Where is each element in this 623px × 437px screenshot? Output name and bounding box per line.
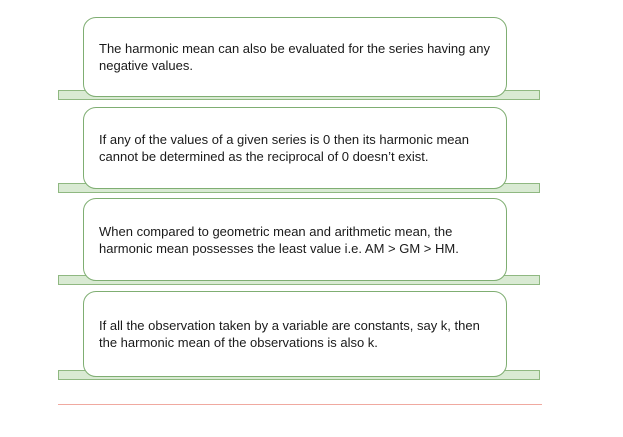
bottom-divider xyxy=(58,404,542,405)
item-4-card xyxy=(83,291,507,377)
item-3-card xyxy=(83,198,507,281)
item-1-card xyxy=(83,17,507,97)
item-2-text: If any of the values of a given series is 0 then its harmonic mean cannot be determined as the reciprocal of 0 doesn’t exist. xyxy=(99,132,469,164)
item-2-card xyxy=(83,107,507,189)
item-3-text: When compared to geometric mean and arithmetic mean, the harmonic mean possesses the least value i.e. AM > GM > HM. xyxy=(99,223,459,256)
item-1-text: The harmonic mean can also be evaluated for the series having any negative values. xyxy=(99,41,490,73)
item-4-text: If all the observation taken by a variable are constants, say k, then the harmonic mean of the observations is also k. xyxy=(99,318,480,350)
